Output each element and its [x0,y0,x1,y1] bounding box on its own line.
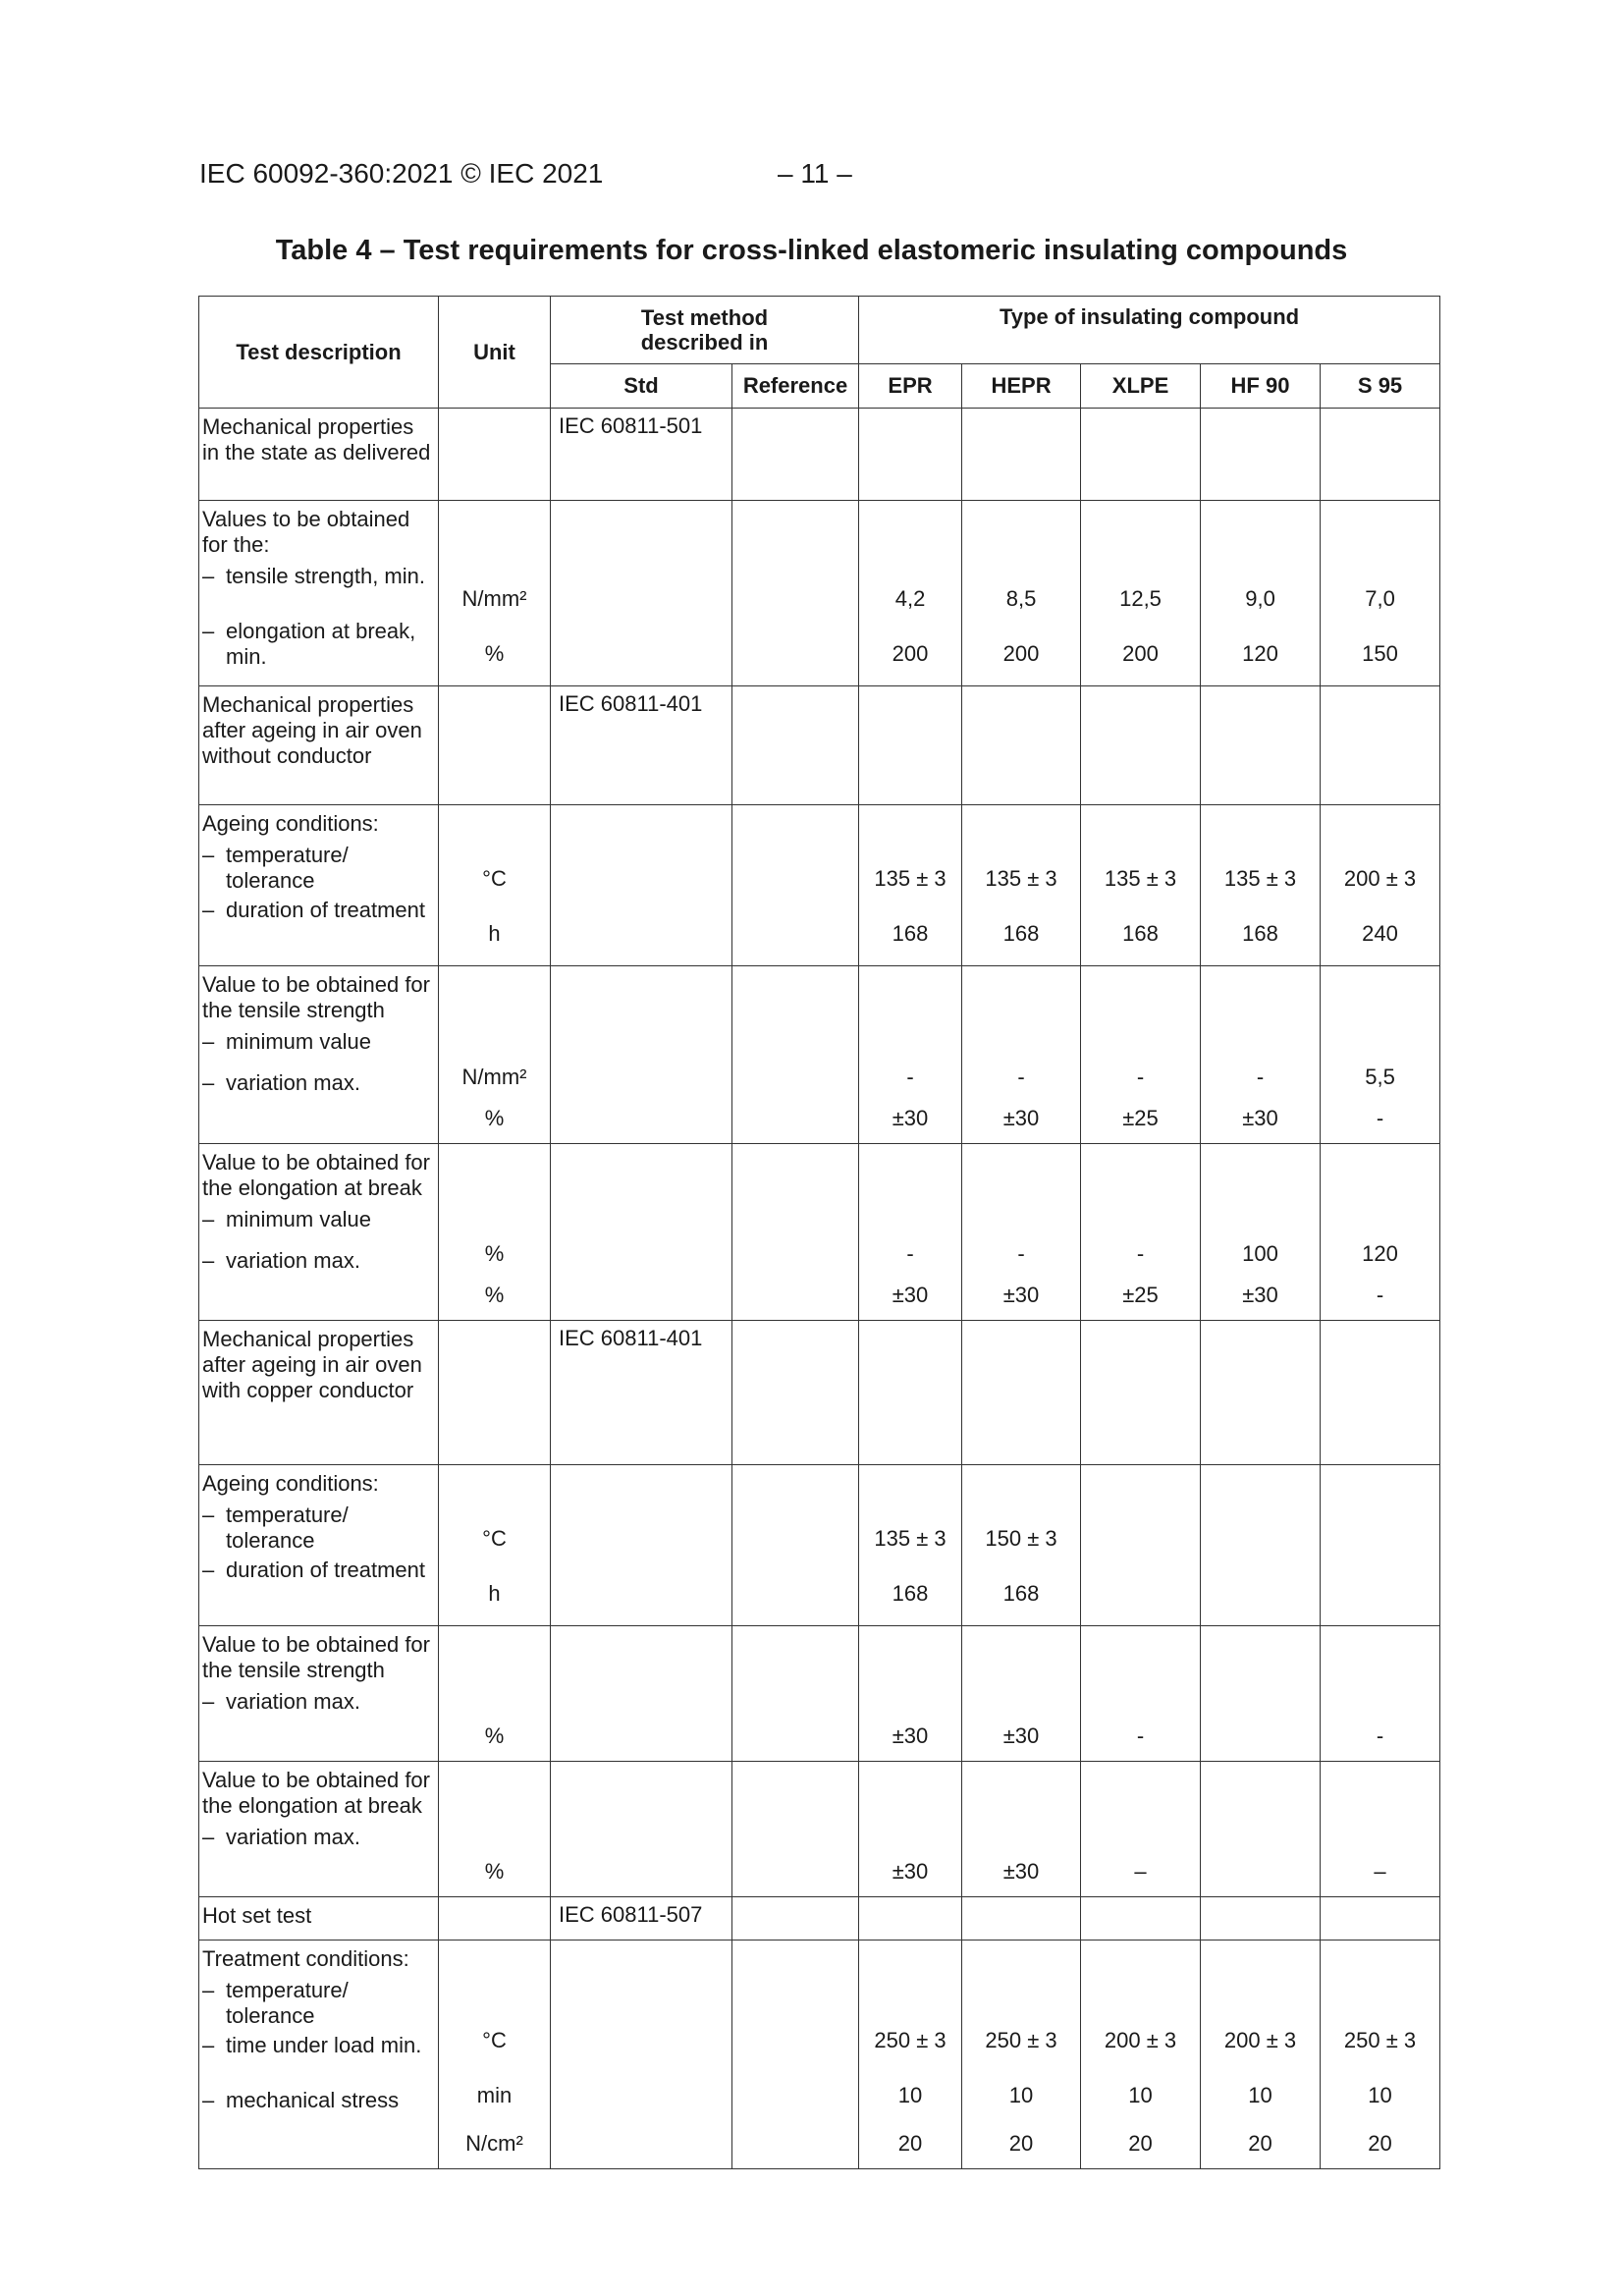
hf90-value-cell [1201,409,1321,501]
unit-value: °C [482,1526,507,1551]
table-row [199,1941,1440,2169]
unit-value: h [488,1581,501,1606]
unit-value: °C [482,866,507,891]
hepr-value: 20 [1008,2131,1034,2156]
hepr-value: 200 [1002,641,1040,666]
hf90-value: 135 ± 3 [1223,866,1297,891]
unit-value-cell [439,501,551,686]
unit-value: % [484,1859,505,1884]
test-description-item [202,1978,434,2033]
test-description-item [202,1029,434,1070]
epr-value-cell [859,409,962,501]
test-description-cell [199,1762,439,1897]
s95-value-cell [1321,805,1440,966]
hepr-value: ±30 [1002,1106,1040,1130]
unit-value: °C [482,2028,507,2052]
epr-value: 168 [892,921,929,946]
table-row [199,1762,1440,1897]
unit-value: % [484,1106,505,1130]
test-item-text: elongation at break, min. [226,619,416,669]
test-description-cell [199,1321,439,1465]
test-description-lead: Mechanical properties after ageing in air oven without conductor [202,692,422,768]
xlpe-value: 200 ± 3 [1104,2028,1177,2052]
test-description-lead: Mechanical properties after ageing in air oven with copper conductor [202,1327,422,1402]
hepr-value-cell [962,966,1081,1144]
unit-value-cell [439,686,551,805]
unit-value-cell [439,1897,551,1941]
std-cell [551,966,732,1144]
hf90-value [1201,1716,1320,1757]
s95-value-cell [1321,1762,1440,1897]
test-description-lead: Value to be obtained for the tensile strength [202,972,430,1022]
table-row [199,409,1440,501]
test-item-text: duration of treatment [226,1558,426,1582]
table-row [199,1626,1440,1762]
hepr-value-cell [962,686,1081,805]
xlpe-value-cell [1081,501,1201,686]
xlpe-value-cell [1081,1144,1201,1321]
epr-value: 168 [892,1581,929,1606]
list-dash: – [202,1248,215,1273]
test-description-item [202,1248,434,1289]
hf90-value: 168 [1242,921,1278,946]
hepr-value-cell [962,805,1081,966]
hepr-value-cell [962,501,1081,686]
hf90-value [1201,1511,1320,1566]
s95-value: 10 [1368,2083,1392,2107]
reference-cell [732,686,859,805]
s95-value: - [1376,1283,1384,1307]
test-description-cell [199,409,439,501]
hepr-value: ±30 [1002,1723,1040,1748]
epr-value: ±30 [892,1283,929,1307]
test-description-cell [199,501,439,686]
test-description-item [202,1825,434,1866]
xlpe-value-cell [1081,686,1201,805]
table-row [199,1465,1440,1626]
s95-value: 240 [1362,921,1398,946]
reference-cell [732,1626,859,1762]
std-cell: IEC 60811-501 [551,409,732,501]
epr-value-cell [859,1626,962,1762]
reference-cell [732,1465,859,1626]
test-description-lead: Ageing conditions: [202,811,379,836]
col-header-test-method: Test method described in [551,297,859,364]
epr-value-cell [859,966,962,1144]
unit-value: % [484,641,505,666]
test-description-item [202,1503,434,1558]
hepr-value: 10 [1008,2083,1034,2107]
xlpe-value: 200 [1122,641,1159,666]
hepr-value-cell [962,1144,1081,1321]
hf90-value-cell [1201,1626,1321,1762]
unit-value-cell [439,1144,551,1321]
s95-value: 200 ± 3 [1343,866,1417,891]
unit-value-cell [439,1465,551,1626]
unit-value-cell [439,409,551,501]
hf90-value: 120 [1242,641,1278,666]
list-dash: – [202,1978,215,2002]
hf90-value-cell [1201,805,1321,966]
col-header-hepr: HEPR [962,364,1081,409]
test-description-item [202,2088,434,2129]
hepr-value-cell [962,1321,1081,1465]
test-description-cell [199,686,439,805]
xlpe-value: ±25 [1122,1106,1159,1130]
hepr-value-cell [962,1626,1081,1762]
hf90-value: - [1256,1065,1265,1089]
s95-value [1321,1511,1439,1566]
test-description-item [202,619,434,674]
list-dash: – [202,2088,215,2112]
s95-value: 120 [1362,1241,1398,1266]
hf90-value [1201,1851,1320,1892]
hepr-value: 150 ± 3 [985,1526,1057,1551]
epr-value: 20 [897,2131,923,2156]
epr-value-cell [859,1762,962,1897]
s95-value-cell [1321,1321,1440,1465]
xlpe-value-cell [1081,966,1201,1144]
hepr-value: - [1017,1065,1025,1089]
col-header-hf90: HF 90 [1201,364,1321,409]
hepr-value: 8,5 [1005,586,1037,611]
xlpe-value: – [1134,1859,1147,1884]
xlpe-value-cell [1081,1762,1201,1897]
s95-value-cell [1321,686,1440,805]
test-description-item [202,2033,434,2088]
s95-value: 20 [1368,2131,1392,2156]
test-description-item [202,898,434,953]
test-description-item [202,1207,434,1248]
epr-value-cell [859,1897,962,1941]
epr-value-cell [859,1941,962,2169]
std-cell: IEC 60811-507 [551,1897,732,1941]
xlpe-value: 168 [1122,921,1159,946]
epr-value: ±30 [892,1859,929,1884]
test-description-cell [199,1465,439,1626]
hf90-value-cell [1201,1941,1321,2169]
s95-value: 7,0 [1365,586,1395,611]
reference-cell [732,409,859,501]
hepr-value: 168 [1002,921,1040,946]
hepr-value-cell [962,1762,1081,1897]
unit-value: h [488,921,501,946]
epr-value: 135 ± 3 [874,866,947,891]
reference-cell [732,501,859,686]
hepr-value: - [1017,1241,1025,1266]
std-cell [551,805,732,966]
hf90-value-cell [1201,1321,1321,1465]
test-description-lead: Value to be obtained for the elongation at break [202,1150,430,1200]
s95-value-cell [1321,1144,1440,1321]
col-header-test-description: Test description [199,297,439,409]
std-cell [551,501,732,686]
s95-value: 150 [1362,641,1398,666]
table-row [199,501,1440,686]
table-title: Table 4 – Test requirements for cross-linked elastomeric insulating compounds [275,235,1348,266]
col-header-unit: Unit [439,297,551,409]
hf90-value: 200 ± 3 [1223,2028,1297,2052]
epr-value: 250 ± 3 [874,2028,947,2052]
col-header-compound-type: Type of insulating compound [859,297,1440,364]
test-requirements-table [198,296,1440,2169]
xlpe-value: 10 [1128,2083,1153,2107]
test-description-lead: Value to be obtained for the elongation at break [202,1768,430,1818]
list-dash: – [202,619,215,643]
xlpe-value: - [1136,1241,1145,1266]
epr-value-cell [859,1144,962,1321]
hepr-value: ±30 [1002,1283,1040,1307]
epr-value-cell [859,805,962,966]
col-header-xlpe: XLPE [1081,364,1201,409]
std-cell [551,1465,732,1626]
test-item-text: temperature/ tolerance [226,1978,349,2028]
list-dash: – [202,898,215,922]
list-dash: – [202,843,215,867]
hf90-value-cell [1201,1144,1321,1321]
test-description-cell [199,1144,439,1321]
s95-value: - [1376,1723,1384,1748]
s95-value [1321,1566,1439,1621]
xlpe-value: - [1136,1065,1145,1089]
hepr-value-cell [962,1897,1081,1941]
test-description-lead: Value to be obtained for the tensile strength [202,1632,430,1682]
test-description-item [202,564,434,619]
test-description-item [202,843,434,898]
xlpe-value-cell [1081,805,1201,966]
epr-value: ±30 [892,1723,929,1748]
epr-value-cell [859,1321,962,1465]
s95-value-cell [1321,966,1440,1144]
s95-value-cell [1321,1465,1440,1626]
table-row [199,686,1440,805]
s95-value-cell [1321,1941,1440,2169]
hf90-value: 10 [1248,2083,1272,2107]
col-header-reference: Reference [732,364,859,409]
list-dash: – [202,564,215,588]
test-description-lead: Values to be obtained for the: [202,507,410,557]
epr-value: 4,2 [894,586,926,611]
test-item-text: temperature/ tolerance [226,1503,349,1553]
hf90-value: 20 [1248,2131,1272,2156]
test-description-lead: Mechanical properties in the state as delivered [202,414,431,465]
hf90-value: ±30 [1242,1283,1278,1307]
std-cell: IEC 60811-401 [551,1321,732,1465]
unit-value-cell [439,1626,551,1762]
hepr-value-cell [962,1941,1081,2169]
test-description-item [202,1070,434,1112]
hf90-value: 100 [1242,1241,1278,1266]
reference-cell [732,1897,859,1941]
unit-value: min [476,2083,513,2107]
document-header-standard: IEC 60092-360:2021 © IEC 2021 [199,158,604,189]
epr-value-cell [859,501,962,686]
page-number: – 11 – [778,158,852,189]
table-row [199,805,1440,966]
col-header-std: Std [551,364,732,409]
xlpe-value: ±25 [1122,1283,1159,1307]
test-description-cell [199,1897,439,1941]
list-dash: – [202,1070,215,1095]
s95-value: – [1374,1859,1386,1884]
s95-value-cell [1321,409,1440,501]
test-item-text: variation max. [226,1825,360,1849]
s95-value: - [1376,1106,1384,1130]
test-item-text: minimum value [226,1207,371,1231]
hepr-value-cell [962,1465,1081,1626]
unit-value-cell [439,1321,551,1465]
test-item-text: tensile strength, min. [226,564,425,588]
hf90-value [1201,1566,1320,1621]
col-header-epr: EPR [859,364,962,409]
hf90-value-cell [1201,501,1321,686]
hf90-value-cell [1201,1897,1321,1941]
hepr-value: 135 ± 3 [985,866,1057,891]
test-description-cell [199,1941,439,2169]
hepr-value: ±30 [1002,1859,1040,1884]
epr-value: - [906,1241,914,1266]
hepr-value: 168 [1002,1581,1040,1606]
xlpe-value: 20 [1128,2131,1153,2156]
table-row [199,1897,1440,1941]
test-description-lead: Hot set test [202,1903,312,1928]
test-description-cell [199,1626,439,1762]
s95-value-cell [1321,501,1440,686]
list-dash: – [202,1029,215,1054]
hf90-value-cell [1201,966,1321,1144]
list-dash: – [202,1689,215,1714]
col-header-s95: S 95 [1321,364,1440,409]
test-item-text: variation max. [226,1248,360,1273]
table-row [199,966,1440,1144]
epr-value: 200 [892,641,929,666]
hepr-value-cell [962,409,1081,501]
reference-cell [732,1321,859,1465]
unit-value: % [484,1283,505,1307]
list-dash: – [202,1207,215,1231]
hepr-value: 250 ± 3 [985,2028,1057,2052]
test-description-item [202,1689,434,1730]
xlpe-value-cell [1081,1626,1201,1762]
epr-value: ±30 [892,1106,929,1130]
reference-cell [732,1144,859,1321]
reference-cell [732,966,859,1144]
epr-value: - [906,1065,914,1089]
test-description-lead: Ageing conditions: [202,1471,379,1496]
unit-value: N/mm² [461,586,527,611]
test-item-text: variation max. [226,1689,360,1714]
s95-value: 5,5 [1365,1065,1395,1089]
s95-value-cell [1321,1897,1440,1941]
unit-value: % [484,1723,505,1748]
test-item-text: duration of treatment [226,898,426,922]
std-cell [551,1626,732,1762]
hf90-value-cell [1201,1465,1321,1626]
table-row [199,1144,1440,1321]
std-cell: IEC 60811-401 [551,686,732,805]
reference-cell [732,1762,859,1897]
test-item-text: time under load min. [226,2033,422,2057]
test-description-item [202,1558,434,1613]
xlpe-value-cell [1081,1897,1201,1941]
xlpe-value [1081,1566,1200,1621]
xlpe-value: - [1136,1723,1145,1748]
xlpe-value: 12,5 [1119,586,1162,611]
hf90-value: 9,0 [1245,586,1275,611]
xlpe-value: 135 ± 3 [1104,866,1177,891]
xlpe-value-cell [1081,1321,1201,1465]
hf90-value-cell [1201,686,1321,805]
xlpe-value-cell [1081,409,1201,501]
epr-value: 10 [897,2083,923,2107]
test-description-cell [199,966,439,1144]
std-cell [551,1762,732,1897]
list-dash: – [202,2033,215,2057]
xlpe-value-cell [1081,1941,1201,2169]
unit-value-cell [439,1762,551,1897]
test-item-text: variation max. [226,1070,360,1095]
hf90-value-cell [1201,1762,1321,1897]
xlpe-value [1081,1511,1200,1566]
std-cell [551,1144,732,1321]
reference-cell [732,1941,859,2169]
test-item-text: temperature/ tolerance [226,843,349,893]
std-cell [551,1941,732,2169]
list-dash: – [202,1503,215,1527]
s95-value-cell [1321,1626,1440,1762]
xlpe-value-cell [1081,1465,1201,1626]
unit-value: N/mm² [461,1065,527,1089]
unit-value: % [484,1241,505,1266]
test-description-lead: Treatment conditions: [202,1946,409,1971]
hf90-value: ±30 [1242,1106,1278,1130]
test-item-text: mechanical stress [226,2088,400,2112]
unit-value-cell [439,1941,551,2169]
epr-value: 135 ± 3 [874,1526,947,1551]
unit-value-cell [439,966,551,1144]
list-dash: – [202,1825,215,1849]
test-item-text: minimum value [226,1029,371,1054]
table-row [199,1321,1440,1465]
test-description-cell [199,805,439,966]
epr-value-cell [859,686,962,805]
s95-value: 250 ± 3 [1343,2028,1417,2052]
epr-value-cell [859,1465,962,1626]
list-dash: – [202,1558,215,1582]
reference-cell [732,805,859,966]
unit-value-cell [439,805,551,966]
unit-value: N/cm² [465,2131,523,2156]
